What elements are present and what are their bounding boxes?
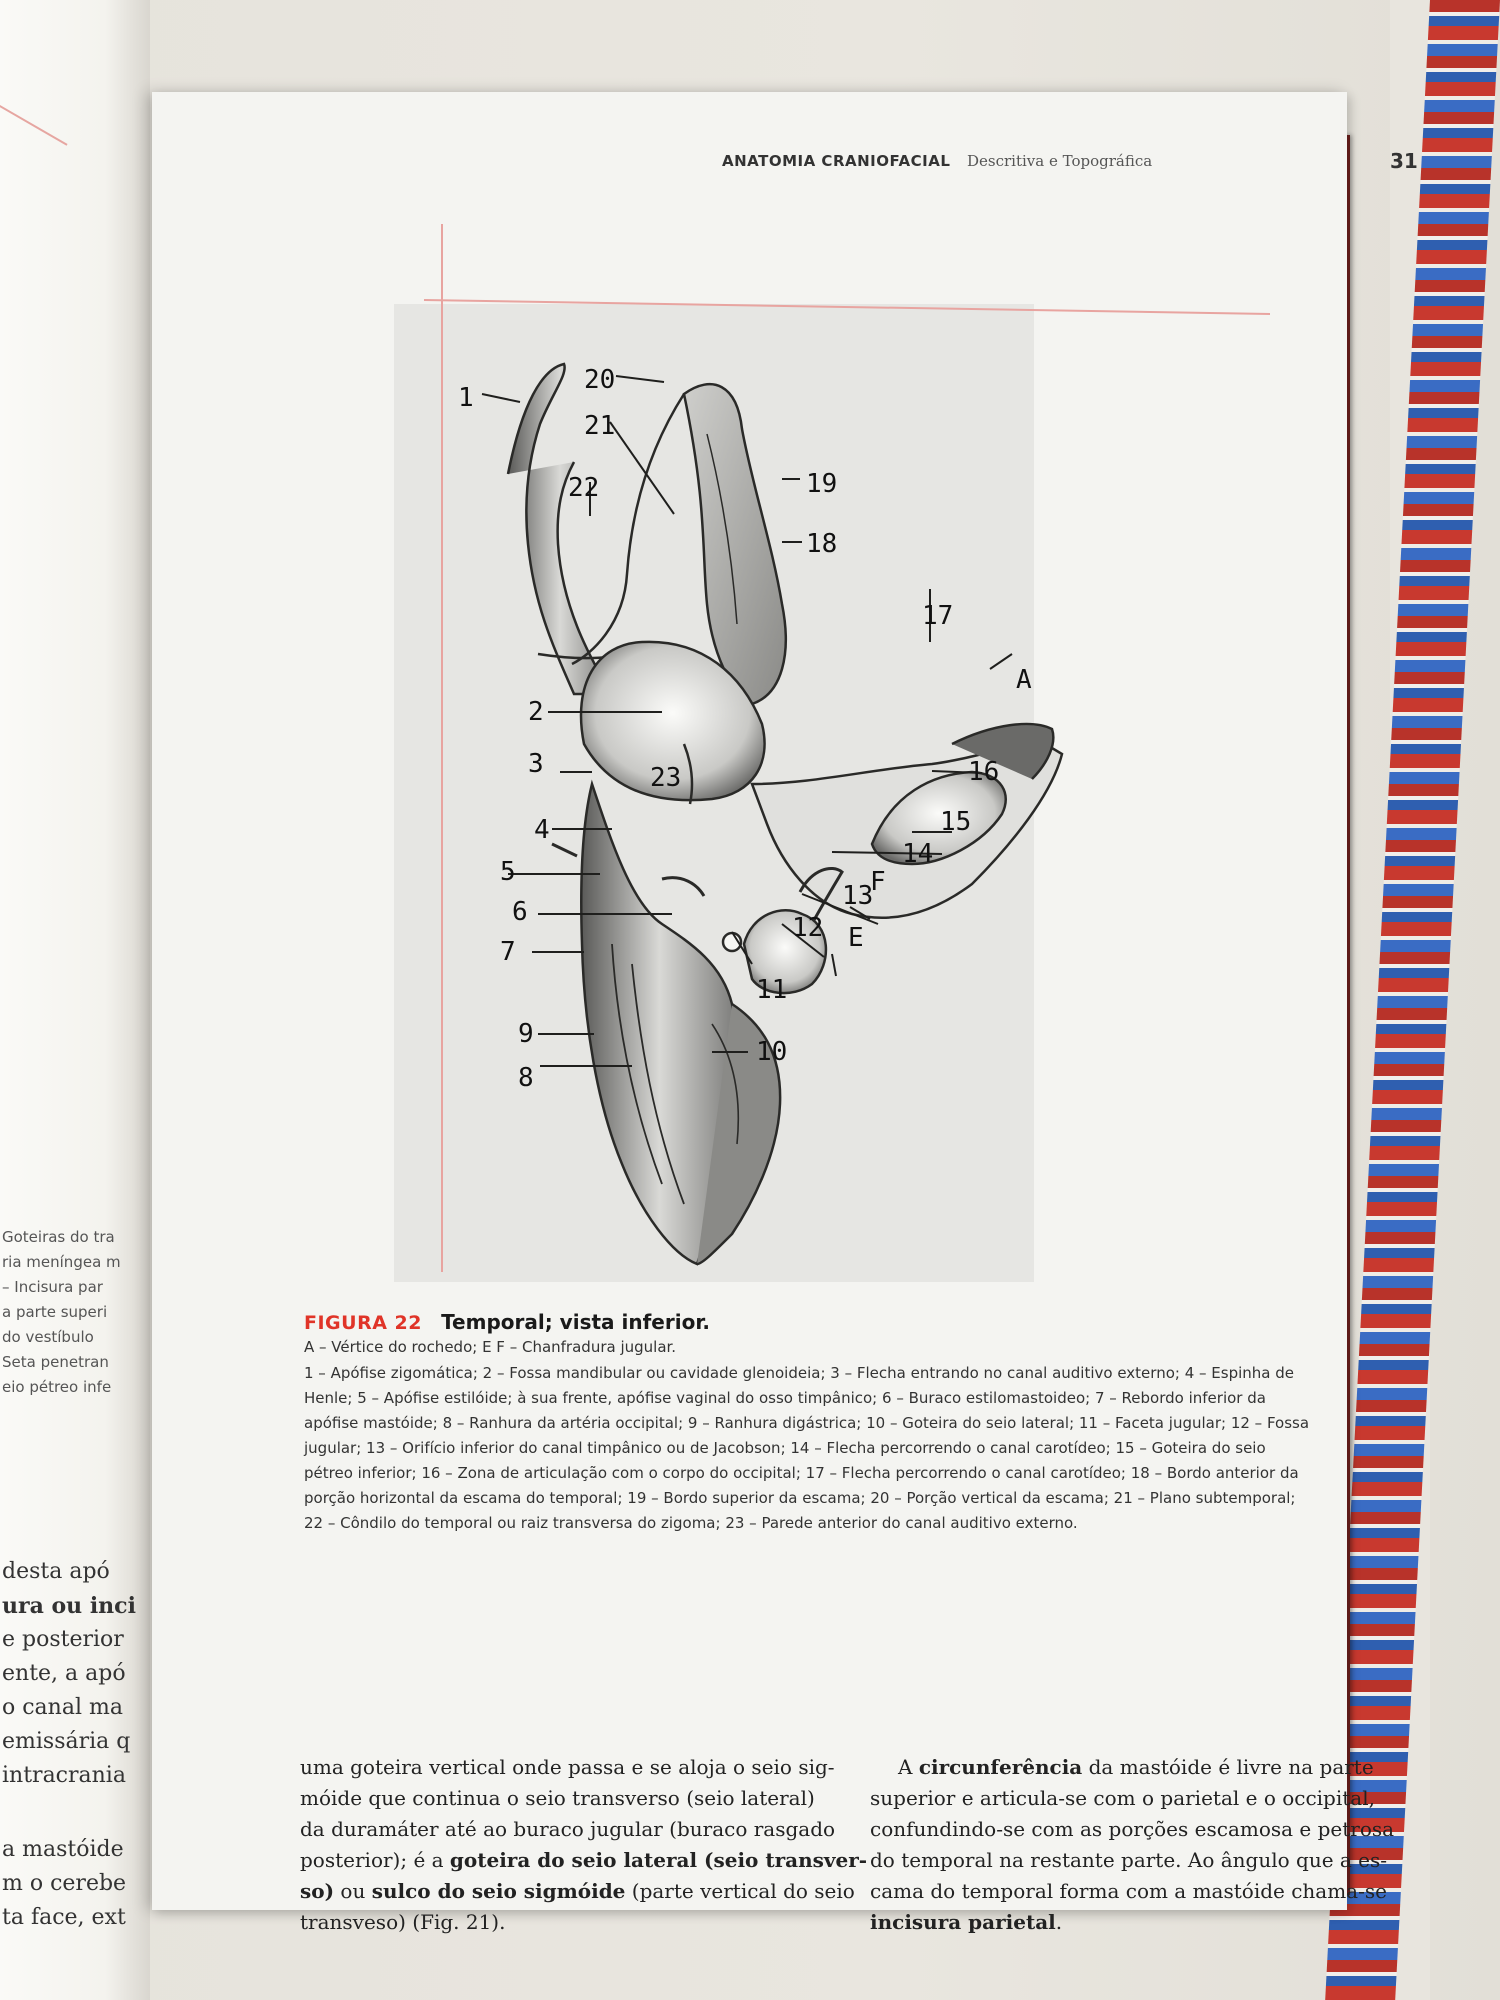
body-line: confundindo-se com as porções escamosa e petrosa xyxy=(870,1817,1395,1841)
bold-term: so) xyxy=(300,1879,335,1903)
text-run: (parte vertical do seio xyxy=(625,1879,855,1903)
text-fragment: Goteiras do tra xyxy=(2,1228,115,1246)
text-run: posterior); é a xyxy=(300,1848,450,1872)
body-line xyxy=(300,1876,855,1907)
label-E: E xyxy=(848,923,864,953)
temporal-bone-illustration xyxy=(312,224,1270,1350)
label-19: 19 xyxy=(806,469,838,499)
label-18: 18 xyxy=(806,529,838,559)
body-line: móide que continua o seio transverso (seio lateral) xyxy=(300,1786,815,1810)
bold-term: sulco do seio sigmóide xyxy=(371,1879,626,1903)
label-16: 16 xyxy=(968,757,1000,787)
figure-number: FIGURA 22 xyxy=(304,1312,422,1334)
label-15: 15 xyxy=(940,807,972,837)
left-page-rule xyxy=(0,105,68,146)
label-6: 6 xyxy=(512,897,528,927)
body-line xyxy=(870,1907,1410,1938)
text-fragment: desta apó xyxy=(2,1559,110,1584)
label-9: 9 xyxy=(518,1019,534,1049)
text-run: ou xyxy=(334,1879,372,1903)
label-1: 1 xyxy=(458,383,474,413)
caption-line: 1 – Apófise zigomática; 2 – Fossa mandibular ou cavidade glenoideia; 3 – Flecha entrando no canal auditivo externo; 4 – Espinha de xyxy=(304,1364,1294,1382)
caption-heading xyxy=(304,1310,710,1334)
body-line: uma goteira vertical onde passa e se aloja o seio sig- xyxy=(300,1755,835,1779)
running-header xyxy=(722,149,1422,182)
body-line: do temporal na restante parte. Ao ângulo que a es- xyxy=(870,1848,1388,1872)
bold-term: circunferência xyxy=(918,1755,1083,1779)
text-fragment: intracrania xyxy=(2,1763,126,1788)
text-fragment: a parte superi xyxy=(2,1303,108,1321)
text-fragment: e posterior xyxy=(2,1627,124,1652)
text-fragment: emissária q xyxy=(2,1729,131,1754)
left-page xyxy=(0,0,150,2000)
label-21: 21 xyxy=(584,411,616,441)
label-10: 10 xyxy=(756,1037,788,1067)
body-line: transveso) (Fig. 21). xyxy=(300,1910,506,1934)
text-fragment: o canal ma xyxy=(2,1695,123,1720)
figure-22 xyxy=(312,224,1270,1350)
body-column-left xyxy=(300,1752,868,1938)
text-run: A xyxy=(898,1755,919,1779)
body-line: da duramáter até ao buraco jugular (buraco rasgado xyxy=(300,1817,836,1841)
text-run: da mastóide é livre na parte xyxy=(1082,1755,1374,1779)
label-5: 5 xyxy=(500,857,516,887)
label-22: 22 xyxy=(568,473,600,503)
text-run: . xyxy=(1055,1910,1063,1934)
label-14: 14 xyxy=(902,839,934,869)
caption-line: pétreo inferior; 16 – Zona de articulação com o corpo do occipital; 17 – Flecha percorrendo o canal carotídeo; 18 – Bordo anterior da xyxy=(304,1464,1299,1482)
label-23: 23 xyxy=(650,763,682,793)
label-20: 20 xyxy=(584,365,616,395)
header-title: ANATOMIA CRANIOFACIAL xyxy=(722,152,951,170)
text-fragment: a mastóide xyxy=(2,1837,124,1862)
caption-line: Henle; 5 – Apófise estilóide; à sua frente, apófise vaginal do osso timpânico; 6 – Buraco estilomastoideo; 7 – Rebordo inferior da xyxy=(304,1389,1266,1407)
book-page xyxy=(152,92,1418,1934)
label-A: A xyxy=(1016,665,1032,695)
text-fragment: – Incisura par xyxy=(2,1278,103,1296)
label-13: 13 xyxy=(842,881,874,911)
label-17: 17 xyxy=(922,601,954,631)
label-F: F xyxy=(870,867,886,897)
text-fragment: do vestíbulo xyxy=(2,1328,94,1346)
caption-line: 22 – Côndilo do temporal ou raiz transversa do zigoma; 23 – Parede anterior do canal auditivo externo. xyxy=(304,1514,1078,1532)
text-fragment: ente, a apó xyxy=(2,1661,126,1686)
text-fragment: ta face, ext xyxy=(2,1905,126,1930)
body-column-right xyxy=(870,1752,1410,1938)
label-8: 8 xyxy=(518,1063,534,1093)
label-4: 4 xyxy=(534,815,550,845)
figure-title: Temporal; vista inferior. xyxy=(441,1310,710,1334)
bold-term: incisura parietal xyxy=(870,1910,1056,1934)
caption-line: jugular; 13 – Orifício inferior do canal timpânico ou de Jacobson; 14 – Flecha percorrendo o canal carotídeo; 15 – Goteira do seio xyxy=(304,1439,1266,1457)
text-fragment: ria meníngea m xyxy=(2,1253,121,1271)
label-2: 2 xyxy=(528,697,544,727)
body-line xyxy=(300,1845,868,1876)
body-line xyxy=(870,1752,1410,1783)
left-page-body-fragment xyxy=(2,1555,150,1935)
caption-line: apófise mastóide; 8 – Ranhura da artéria occipital; 9 – Ranhura digástrica; 10 – Goteira do seio lateral; 11 – Faceta jugular; 12 – Fossa xyxy=(304,1414,1310,1432)
text-fragment: ura ou inci xyxy=(2,1593,136,1619)
caption-line: A – Vértice do rochedo; E F – Chanfradura jugular. xyxy=(304,1338,677,1356)
label-3: 3 xyxy=(528,749,544,779)
page-number: 31 xyxy=(1390,149,1418,173)
body-line: cama do temporal forma com a mastóide chama-se xyxy=(870,1879,1387,1903)
left-page-caption-fragment xyxy=(2,1225,150,1400)
caption-line: porção horizontal da escama do temporal; 19 – Bordo superior da escama; 20 – Porção vertical da escama; 21 – Plano subtemporal; xyxy=(304,1489,1296,1507)
header-subtitle: Descritiva e Topográfica xyxy=(967,152,1153,170)
text-fragment: Seta penetran xyxy=(2,1353,109,1371)
body-line: superior e articula-se com o parietal e o occipital, xyxy=(870,1786,1375,1810)
label-7: 7 xyxy=(500,937,516,967)
bold-term: goteira do seio lateral (seio transver- xyxy=(449,1848,868,1872)
text-fragment: eio pétreo infe xyxy=(2,1378,112,1396)
label-12: 12 xyxy=(792,913,824,943)
label-11: 11 xyxy=(756,975,788,1005)
text-fragment: m o cerebe xyxy=(2,1871,127,1896)
